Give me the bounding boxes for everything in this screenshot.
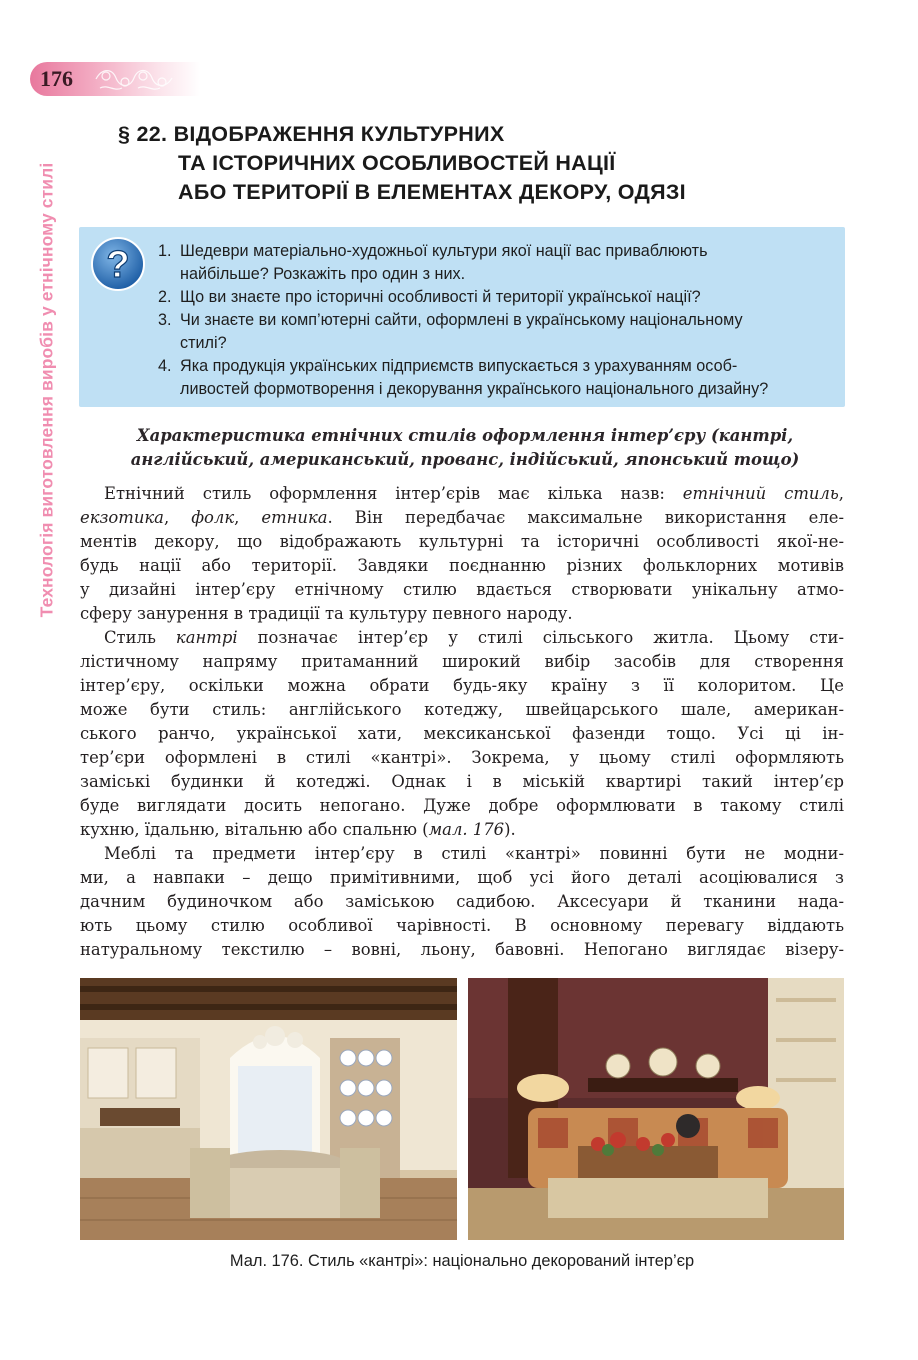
photo-country-kitchen	[80, 978, 457, 1240]
paragraph-1-line: екзотика, фолк, етника. Він передбачає максимальне використання еле-	[80, 508, 845, 527]
paragraph-2-line: кухню, їдальню, вітальню або спальню (мал. 176).	[80, 820, 516, 839]
paragraph-1-line: Етнічний стиль оформлення інтер’єрів має кілька назв: етнічний стиль,	[104, 484, 844, 503]
paragraph-1-line: ментів декору, що відображають культурні та історичні особливості якої-не-	[80, 532, 844, 551]
paragraph-2-line: буде виглядати досить непогано. Дуже добре оформлювати в такому стилі	[80, 796, 844, 815]
paragraph-2-line: Стиль кантрі позначає інтер’єр у стилі сільського житла. Цьому сти-	[104, 628, 844, 647]
heading-line-2: ТА ІСТОРИЧНИХ ОСОБЛИВОСТЕЙ НАЦІЇ	[178, 151, 616, 175]
paragraph-2-line: може бути стиль: англійського котеджу, швейцарського шале, американ-	[80, 700, 844, 719]
subsection-title: Характеристика етнічних стилів оформлення інтер’єру (кантрі, англійський, американський, прованс, індійський, японський тощо)	[130, 426, 800, 469]
paragraph-3-line: ють цьому стилю особливої чарівності. В основному перевагу віддають	[80, 916, 844, 935]
question-mark-icon	[89, 235, 147, 293]
question-item: 3. Чи знаєте ви комп’ютерні сайти, оформлені в українському національному стилі?	[158, 311, 743, 352]
paragraph-2-line: інтер’єру, оскільки можна обрати будь-яку країну з її колоритом. Це	[80, 676, 844, 695]
heading-line-1: § 22. ВІДОБРАЖЕННЯ КУЛЬТУРНИХ	[118, 122, 505, 146]
photo-country-living-room	[468, 978, 844, 1240]
paragraph-3-line: натуральному текстилю – вовні, льону, бавовні. Непогано виглядає візеру-	[80, 940, 844, 959]
body-text	[80, 482, 844, 962]
paragraph-2-line: ського ранчо, української хати, мексиканської фазенди тощо. Усі ці ін-	[80, 724, 844, 743]
question-item: 2. Що ви знаєте про історичні особливості й території української нації?	[158, 288, 701, 306]
side-running-title: Технологія виготовлення виробів у етнічному стилі	[36, 162, 57, 618]
paragraph-2-line: заміські будинки й котеджі. Однак і в міській квартирі такий інтер’єр	[80, 772, 844, 791]
paragraph-1-line: у дизайні інтер’єру етнічному стилю вдається створювати унікальну атмо-	[80, 580, 844, 599]
svg-text:?: ?	[106, 244, 130, 286]
ornament-decoration	[92, 64, 182, 94]
paragraph-1-line: сферу занурення в традиції та культуру певного народу.	[80, 604, 573, 623]
paragraph-3-line: ми, а навпаки – дещо примітивними, щоб усі його деталі асоціювалися з	[80, 868, 844, 887]
paragraph-2-line: лістичному напряму притаманний широкий вибір засобів для створення	[80, 652, 844, 671]
paragraph-3-line: Меблі та предмети інтер’єру в стилі «кантрі» повинні бути не модни-	[104, 844, 844, 863]
figure-caption: Мал. 176. Стиль «кантрі»: національно декорований інтер’єр	[229, 1252, 695, 1270]
paragraph-3-line: дачним будиночком або заміською садибою. Аксесуари й тканини нада-	[80, 892, 844, 911]
questions-list	[158, 240, 832, 401]
question-item: 1. Шедеври матеріально-художньої культури якої нації вас приваблюють найбільше? Розкажіть про один з них.	[158, 242, 708, 283]
section-heading	[118, 120, 838, 207]
page-number: 176	[40, 66, 73, 91]
paragraph-2-line: тер’єри оформлені в стилі «кантрі». Зокрема, у цьому стилі оформляють	[80, 748, 844, 767]
paragraph-1-line: будь нації або території. Завдяки поєднанню різних фольклорних мотивів	[80, 556, 844, 575]
heading-line-3: АБО ТЕРИТОРІЇ В ЕЛЕМЕНТАХ ДЕКОРУ, ОДЯЗІ	[178, 180, 686, 204]
question-item: 4. Яка продукція українських підприємств випускається з урахуванням особ- ливостей формотворення і декорування українського національного дизайну?	[158, 357, 769, 398]
